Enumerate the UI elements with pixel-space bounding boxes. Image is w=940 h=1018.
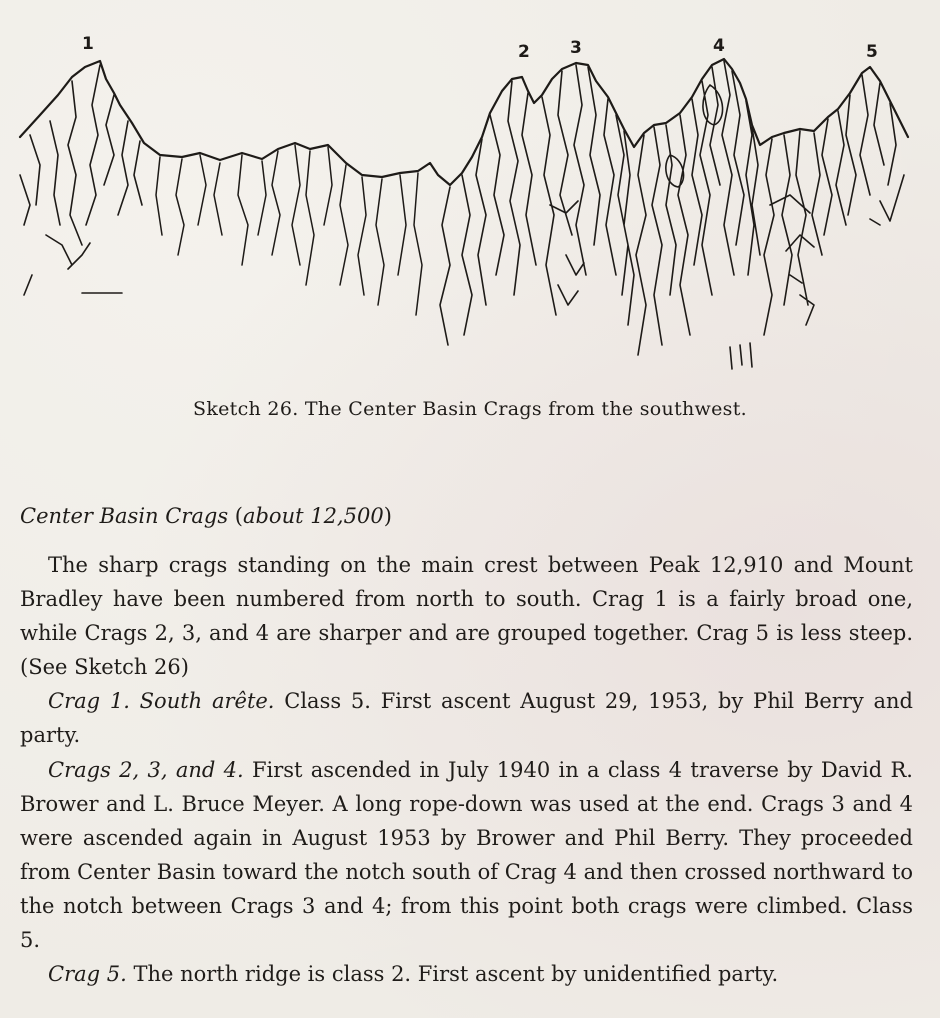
crags-illustration: [10, 25, 930, 385]
route-description: [20, 548, 913, 991]
peak-label-3: 3: [570, 38, 582, 58]
crag-4-lines: [636, 61, 760, 369]
crag-5-paragraph: [20, 957, 913, 991]
section-title-paren-open: (: [228, 504, 243, 528]
peak-label-1: 1: [82, 34, 94, 54]
section-title-name: Center Basin Crags: [20, 504, 229, 528]
crag-1-lead: Crag 1. South arête.: [48, 689, 275, 714]
crags-2-3-lines: [440, 65, 634, 345]
mid-ridge-lines: [156, 145, 422, 315]
crags-2-3-4-lead: Crags 2, 3, and 4.: [48, 757, 244, 782]
crag-5-text: The north ridge is class 2. First ascent by unidentified party.: [126, 962, 779, 987]
crag-5-lines: [764, 75, 904, 335]
peak-label-4: 4: [713, 36, 725, 56]
crag-1-text: Class 5. First ascent August 29, 1953, by Phil Berry and party.: [20, 689, 913, 748]
peak-label-2: 2: [518, 42, 530, 62]
sketch-caption: Sketch 26. The Center Basin Crags from the southwest.: [193, 398, 747, 420]
peak-label-5: 5: [866, 42, 878, 62]
crag-1-paragraph: [20, 684, 913, 752]
intro-paragraph: The sharp crags standing on the main crest between Peak 12,910 and Mount Bradley have been numbered from north to south. Crag 1 is a fairly broad one, while Crags 2, 3, and 4 are sharper and are grouped together. Crag 5 is less steep. (See Sketch 26): [20, 553, 913, 680]
crags-2-3-4-paragraph: [20, 753, 913, 958]
crags-2-3-4-text: First ascended in July 1940 in a class 4 traverse by David R. Brower and L. Bruce Meyer. A long rope-down was used at the end. Crags 3 and 4 were ascended again in August 1953 by Brower and Phil Berry. They proceeded from Center Basin toward the notch south of Crag 4 and then crossed northward to the notch between Crags 3 and 4; from this point both crags were climbed. Class 5.: [20, 757, 913, 953]
section-title: [20, 504, 392, 528]
ridge-skyline: [20, 59, 908, 185]
crag-5-lead: Crag 5.: [48, 962, 127, 987]
crag-1-lines: [20, 65, 142, 295]
section-title-paren-close: ): [383, 504, 392, 528]
section-title-elevation: about 12,500: [242, 504, 384, 528]
mountain-sketch: [10, 25, 930, 385]
